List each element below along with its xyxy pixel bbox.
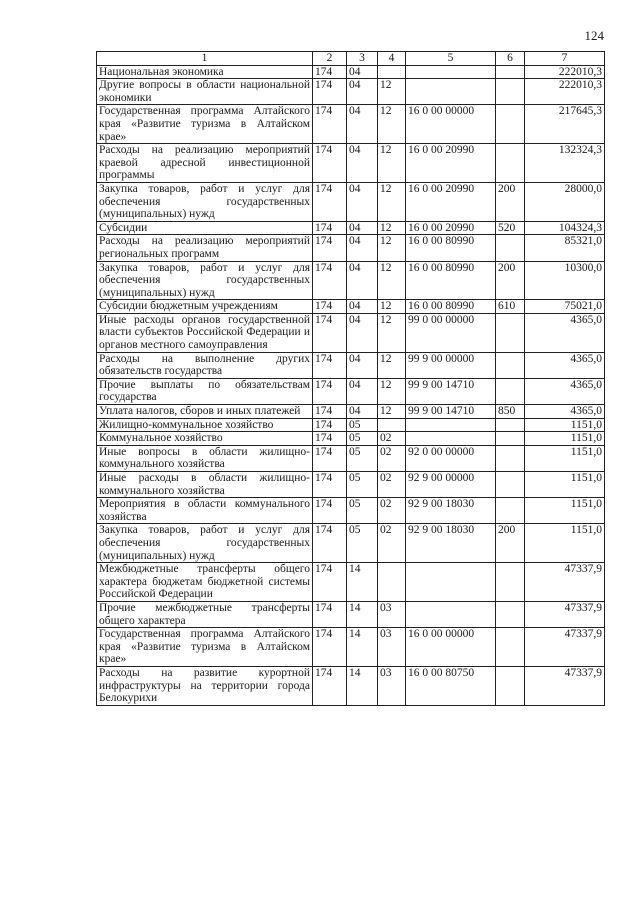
expense-type-cell bbox=[496, 313, 525, 352]
ministry-code-cell: 174 bbox=[313, 221, 347, 235]
ministry-code-cell: 174 bbox=[313, 445, 347, 471]
section-code-cell: 04 bbox=[347, 79, 378, 105]
column-header: 4 bbox=[378, 52, 406, 66]
target-article-cell: 92 0 00 00000 bbox=[406, 445, 496, 471]
ministry-code-cell: 174 bbox=[313, 378, 347, 404]
section-code-cell: 04 bbox=[347, 235, 378, 261]
subsection-code-cell: 12 bbox=[378, 182, 406, 221]
subsection-code-cell: 02 bbox=[378, 524, 406, 563]
expense-type-cell bbox=[496, 601, 525, 627]
subsection-code-cell: 12 bbox=[378, 313, 406, 352]
section-code-cell: 04 bbox=[347, 105, 378, 144]
target-article-cell bbox=[406, 79, 496, 105]
table-row bbox=[97, 221, 605, 235]
target-article-cell bbox=[406, 418, 496, 432]
section-code-cell: 05 bbox=[347, 472, 378, 498]
table-row bbox=[97, 235, 605, 261]
target-article-cell: 16 0 00 00000 bbox=[406, 105, 496, 144]
section-code-cell: 05 bbox=[347, 445, 378, 471]
amount-cell: 47337,9 bbox=[525, 666, 605, 705]
amount-cell: 10300,0 bbox=[525, 261, 605, 300]
target-article-cell: 99 9 00 14710 bbox=[406, 405, 496, 419]
expense-type-cell bbox=[496, 352, 525, 378]
amount-cell: 75021,0 bbox=[525, 300, 605, 314]
expense-name-cell: Мероприятия в области коммунального хозяйства bbox=[97, 498, 313, 524]
expense-name-cell: Прочие межбюджетные трансферты общего характера bbox=[97, 601, 313, 627]
subsection-code-cell: 12 bbox=[378, 405, 406, 419]
section-code-cell: 05 bbox=[347, 432, 378, 446]
ministry-code-cell: 174 bbox=[313, 432, 347, 446]
expense-name-cell: Национальная экономика bbox=[97, 65, 313, 79]
section-code-cell: 05 bbox=[347, 418, 378, 432]
expense-name-cell: Межбюджетные трансферты общего характера бюджетам бюджетной системы Российской Федерации bbox=[97, 563, 313, 602]
column-header: 3 bbox=[347, 52, 378, 66]
expense-type-cell bbox=[496, 418, 525, 432]
amount-cell: 1151,0 bbox=[525, 472, 605, 498]
subsection-code-cell bbox=[378, 563, 406, 602]
subsection-code-cell: 02 bbox=[378, 472, 406, 498]
expense-type-cell bbox=[496, 79, 525, 105]
expense-type-cell bbox=[496, 235, 525, 261]
expense-name-cell: Закупка товаров, работ и услуг для обеспечения государственных (муниципальных) нужд bbox=[97, 261, 313, 300]
header-row bbox=[97, 52, 605, 66]
amount-cell: 104324,3 bbox=[525, 221, 605, 235]
subsection-code-cell: 02 bbox=[378, 432, 406, 446]
section-code-cell: 04 bbox=[347, 65, 378, 79]
expense-name-cell: Коммунальное хозяйство bbox=[97, 432, 313, 446]
amount-cell: 4365,0 bbox=[525, 313, 605, 352]
expense-name-cell: Субсидии бюджетным учреждениям bbox=[97, 300, 313, 314]
expense-type-cell bbox=[496, 472, 525, 498]
ministry-code-cell: 174 bbox=[313, 628, 347, 667]
table-row bbox=[97, 352, 605, 378]
section-code-cell: 05 bbox=[347, 524, 378, 563]
section-code-cell: 04 bbox=[347, 221, 378, 235]
expense-type-cell bbox=[496, 498, 525, 524]
target-article-cell: 16 0 00 00000 bbox=[406, 628, 496, 667]
subsection-code-cell: 12 bbox=[378, 144, 406, 183]
subsection-code-cell: 03 bbox=[378, 601, 406, 627]
expense-name-cell: Государственная программа Алтайского края «Развитие туризма в Алтайском крае» bbox=[97, 105, 313, 144]
subsection-code-cell: 12 bbox=[378, 300, 406, 314]
section-code-cell: 14 bbox=[347, 666, 378, 705]
amount-cell: 222010,3 bbox=[525, 79, 605, 105]
expense-type-cell bbox=[496, 378, 525, 404]
budget-table bbox=[96, 51, 605, 706]
table-row bbox=[97, 472, 605, 498]
ministry-code-cell: 174 bbox=[313, 472, 347, 498]
table-row bbox=[97, 105, 605, 144]
ministry-code-cell: 174 bbox=[313, 105, 347, 144]
table-row bbox=[97, 498, 605, 524]
expense-type-cell: 520 bbox=[496, 221, 525, 235]
expense-name-cell: Государственная программа Алтайского края «Развитие туризма в Алтайском крае» bbox=[97, 628, 313, 667]
expense-type-cell: 200 bbox=[496, 182, 525, 221]
target-article-cell: 16 0 00 80990 bbox=[406, 300, 496, 314]
target-article-cell: 99 9 00 14710 bbox=[406, 378, 496, 404]
expense-type-cell bbox=[496, 105, 525, 144]
amount-cell: 28000,0 bbox=[525, 182, 605, 221]
subsection-code-cell: 12 bbox=[378, 261, 406, 300]
expense-name-cell: Иные расходы органов государственной власти субъектов Российской Федерации и органов местного самоуправления bbox=[97, 313, 313, 352]
ministry-code-cell: 174 bbox=[313, 300, 347, 314]
expense-type-cell bbox=[496, 65, 525, 79]
amount-cell: 132324,3 bbox=[525, 144, 605, 183]
target-article-cell: 99 0 00 00000 bbox=[406, 313, 496, 352]
subsection-code-cell: 03 bbox=[378, 628, 406, 667]
column-header: 5 bbox=[406, 52, 496, 66]
ministry-code-cell: 174 bbox=[313, 352, 347, 378]
expense-type-cell bbox=[496, 432, 525, 446]
column-header: 2 bbox=[313, 52, 347, 66]
table-row bbox=[97, 524, 605, 563]
ministry-code-cell: 174 bbox=[313, 405, 347, 419]
subsection-code-cell bbox=[378, 65, 406, 79]
expense-type-cell bbox=[496, 144, 525, 183]
target-article-cell bbox=[406, 563, 496, 602]
ministry-code-cell: 174 bbox=[313, 182, 347, 221]
section-code-cell: 04 bbox=[347, 261, 378, 300]
ministry-code-cell: 174 bbox=[313, 524, 347, 563]
subsection-code-cell: 12 bbox=[378, 221, 406, 235]
expense-name-cell: Субсидии bbox=[97, 221, 313, 235]
ministry-code-cell: 174 bbox=[313, 313, 347, 352]
table-row bbox=[97, 313, 605, 352]
target-article-cell: 92 9 00 18030 bbox=[406, 498, 496, 524]
ministry-code-cell: 174 bbox=[313, 65, 347, 79]
section-code-cell: 14 bbox=[347, 601, 378, 627]
target-article-cell bbox=[406, 65, 496, 79]
table-row bbox=[97, 445, 605, 471]
ministry-code-cell: 174 bbox=[313, 79, 347, 105]
ministry-code-cell: 174 bbox=[313, 261, 347, 300]
table-row bbox=[97, 666, 605, 705]
amount-cell: 4365,0 bbox=[525, 405, 605, 419]
amount-cell: 222010,3 bbox=[525, 65, 605, 79]
expense-name-cell: Прочие выплаты по обязательствам государства bbox=[97, 378, 313, 404]
subsection-code-cell: 12 bbox=[378, 352, 406, 378]
table-row bbox=[97, 418, 605, 432]
target-article-cell: 92 9 00 18030 bbox=[406, 524, 496, 563]
expense-name-cell: Жилищно-коммунальное хозяйство bbox=[97, 418, 313, 432]
page-number: 124 bbox=[584, 28, 604, 43]
section-code-cell: 04 bbox=[347, 313, 378, 352]
target-article-cell: 16 0 00 80990 bbox=[406, 235, 496, 261]
table-row bbox=[97, 79, 605, 105]
expense-name-cell: Расходы на развитие курортной инфраструктуры на территории города Белокурихи bbox=[97, 666, 313, 705]
expense-name-cell: Другие вопросы в области национальной экономики bbox=[97, 79, 313, 105]
subsection-code-cell: 03 bbox=[378, 666, 406, 705]
target-article-cell: 16 0 00 20990 bbox=[406, 144, 496, 183]
amount-cell: 85321,0 bbox=[525, 235, 605, 261]
expense-name-cell: Закупка товаров, работ и услуг для обеспечения государственных (муниципальных) нужд bbox=[97, 524, 313, 563]
target-article-cell bbox=[406, 432, 496, 446]
section-code-cell: 05 bbox=[347, 498, 378, 524]
expense-type-cell bbox=[496, 666, 525, 705]
target-article-cell: 16 0 00 80750 bbox=[406, 666, 496, 705]
subsection-code-cell: 12 bbox=[378, 235, 406, 261]
subsection-code-cell bbox=[378, 418, 406, 432]
amount-cell: 1151,0 bbox=[525, 445, 605, 471]
expense-name-cell: Расходы на реализацию мероприятий краевой адресной инвестиционной программы bbox=[97, 144, 313, 183]
amount-cell: 47337,9 bbox=[525, 563, 605, 602]
subsection-code-cell: 02 bbox=[378, 445, 406, 471]
amount-cell: 4365,0 bbox=[525, 352, 605, 378]
subsection-code-cell: 12 bbox=[378, 105, 406, 144]
column-header: 7 bbox=[525, 52, 605, 66]
amount-cell: 217645,3 bbox=[525, 105, 605, 144]
amount-cell: 1151,0 bbox=[525, 418, 605, 432]
table-row bbox=[97, 601, 605, 627]
table-row bbox=[97, 432, 605, 446]
target-article-cell: 92 9 00 00000 bbox=[406, 472, 496, 498]
target-article-cell bbox=[406, 601, 496, 627]
ministry-code-cell: 174 bbox=[313, 418, 347, 432]
expense-type-cell bbox=[496, 445, 525, 471]
expense-type-cell: 850 bbox=[496, 405, 525, 419]
ministry-code-cell: 174 bbox=[313, 498, 347, 524]
section-code-cell: 14 bbox=[347, 563, 378, 602]
amount-cell: 1151,0 bbox=[525, 432, 605, 446]
amount-cell: 4365,0 bbox=[525, 378, 605, 404]
expense-name-cell: Иные расходы в области жилищно-коммунального хозяйства bbox=[97, 472, 313, 498]
section-code-cell: 04 bbox=[347, 182, 378, 221]
expense-type-cell bbox=[496, 563, 525, 602]
target-article-cell: 16 0 00 20990 bbox=[406, 221, 496, 235]
ministry-code-cell: 174 bbox=[313, 563, 347, 602]
section-code-cell: 04 bbox=[347, 405, 378, 419]
expense-name-cell: Закупка товаров, работ и услуг для обеспечения государственных (муниципальных) нужд bbox=[97, 182, 313, 221]
section-code-cell: 14 bbox=[347, 628, 378, 667]
amount-cell: 1151,0 bbox=[525, 524, 605, 563]
table-row bbox=[97, 144, 605, 183]
expense-type-cell: 200 bbox=[496, 261, 525, 300]
section-code-cell: 04 bbox=[347, 378, 378, 404]
amount-cell: 47337,9 bbox=[525, 628, 605, 667]
section-code-cell: 04 bbox=[347, 352, 378, 378]
table-row bbox=[97, 182, 605, 221]
table-row bbox=[97, 405, 605, 419]
column-header: 1 bbox=[97, 52, 313, 66]
subsection-code-cell: 02 bbox=[378, 498, 406, 524]
section-code-cell: 04 bbox=[347, 144, 378, 183]
expense-name-cell: Расходы на выполнение других обязательств государства bbox=[97, 352, 313, 378]
column-header: 6 bbox=[496, 52, 525, 66]
table-row bbox=[97, 261, 605, 300]
expense-type-cell: 200 bbox=[496, 524, 525, 563]
table-row bbox=[97, 65, 605, 79]
table-row bbox=[97, 563, 605, 602]
table-row bbox=[97, 378, 605, 404]
subsection-code-cell: 12 bbox=[378, 79, 406, 105]
subsection-code-cell: 12 bbox=[378, 378, 406, 404]
table-row bbox=[97, 628, 605, 667]
ministry-code-cell: 174 bbox=[313, 144, 347, 183]
ministry-code-cell: 174 bbox=[313, 666, 347, 705]
amount-cell: 47337,9 bbox=[525, 601, 605, 627]
target-article-cell: 16 0 00 80990 bbox=[406, 261, 496, 300]
table-row bbox=[97, 300, 605, 314]
expense-type-cell bbox=[496, 628, 525, 667]
amount-cell: 1151,0 bbox=[525, 498, 605, 524]
expense-name-cell: Иные вопросы в области жилищно-коммунального хозяйства bbox=[97, 445, 313, 471]
expense-type-cell: 610 bbox=[496, 300, 525, 314]
expense-name-cell: Расходы на реализацию мероприятий региональных программ bbox=[97, 235, 313, 261]
target-article-cell: 16 0 00 20990 bbox=[406, 182, 496, 221]
section-code-cell: 04 bbox=[347, 300, 378, 314]
expense-name-cell: Уплата налогов, сборов и иных платежей bbox=[97, 405, 313, 419]
target-article-cell: 99 9 00 00000 bbox=[406, 352, 496, 378]
ministry-code-cell: 174 bbox=[313, 601, 347, 627]
ministry-code-cell: 174 bbox=[313, 235, 347, 261]
